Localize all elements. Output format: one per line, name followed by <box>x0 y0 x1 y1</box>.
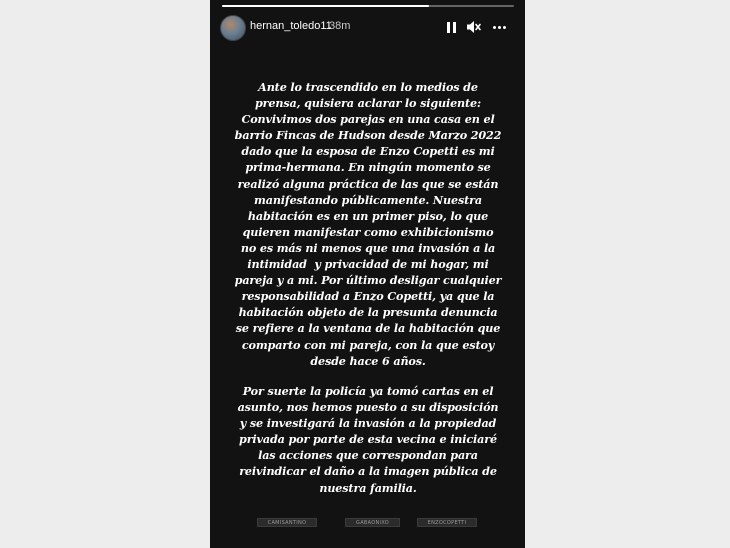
story-text-line: intimidad y privacidad de mi hogar, mi <box>247 257 489 272</box>
story-text-line: manifestando públicamente. Nuestra <box>254 192 482 207</box>
story-text-line: y se investigará la invasión a la propiedad <box>239 416 497 431</box>
more-options-button[interactable] <box>490 18 508 36</box>
mention-tag-gabaonixo[interactable]: GABAONIXO <box>345 518 400 527</box>
story-text-line: desde hace 6 años. <box>310 353 426 368</box>
story-text-line: realizó alguna práctica de las que se están <box>237 176 499 191</box>
story-text-line: comparto con mi pareja, con la que estoy <box>241 337 495 352</box>
mute-button[interactable] <box>465 18 483 36</box>
story-text-line: las acciones que correspondan para <box>258 448 478 463</box>
story-text-line: no es más ni menos que una invasión a la <box>240 240 496 255</box>
story-text-line: Convivimos dos parejas en una casa en el <box>241 112 495 127</box>
story-text-line: Ante lo trascendido en lo medios de <box>258 80 478 94</box>
more-options-icon <box>492 26 507 29</box>
story-text-line: se refiere a la ventana de la habitación que <box>235 321 501 336</box>
story-text-line: dado que la esposa de Enzo Copetti es mi <box>241 144 495 159</box>
story-progress-fill <box>222 5 429 7</box>
story-text-paragraph-2 <box>228 383 508 496</box>
story-text-line: asunto, nos hemos puesto a su disposición <box>237 400 499 415</box>
story-text-line: quieren manifestar como exhibicionismo <box>242 224 494 239</box>
story-text-line: barrio Fincas de Hudson desde Marzo 2022 <box>234 128 502 143</box>
story-text-line: nuestra familia. <box>319 480 417 495</box>
story-header <box>220 14 516 40</box>
story-text-line: pareja y a mi. Por último desligar cualquier <box>234 273 502 288</box>
story-text-line: prima-hermana. En ningún momento se <box>245 160 491 175</box>
story-text-line: prensa, quisiera aclarar lo siguiente: <box>254 96 482 111</box>
story-progress-bar <box>222 5 514 7</box>
mention-tag-camisantino[interactable]: CAMISANTINO <box>257 518 317 527</box>
story-text-line: Por suerte la policía ya tomó cartas en el <box>242 384 494 398</box>
mention-tag-enzocopetti[interactable]: ENZOCOPETTI <box>417 518 477 527</box>
volume-muted-icon <box>466 20 482 34</box>
story-text-line: habitación objeto de la presunta denuncia <box>238 305 498 320</box>
story-text-line: reivindicar el daño a la imagen pública de <box>239 464 497 479</box>
story-text-paragraph-1 <box>228 79 508 369</box>
username[interactable]: hernan_toledo11 <box>250 20 332 32</box>
story-text-line: responsabilidad a Enzo Copetti, ya que la <box>241 289 495 304</box>
story-text-line: habitación es en un primer piso, lo que <box>247 208 489 223</box>
pause-icon <box>445 22 457 33</box>
story-text-line: privada por parte de esta vecina e iniciaré <box>239 432 497 447</box>
story-time: 38m <box>329 20 351 32</box>
pause-button[interactable] <box>442 18 460 36</box>
avatar[interactable] <box>220 15 246 41</box>
